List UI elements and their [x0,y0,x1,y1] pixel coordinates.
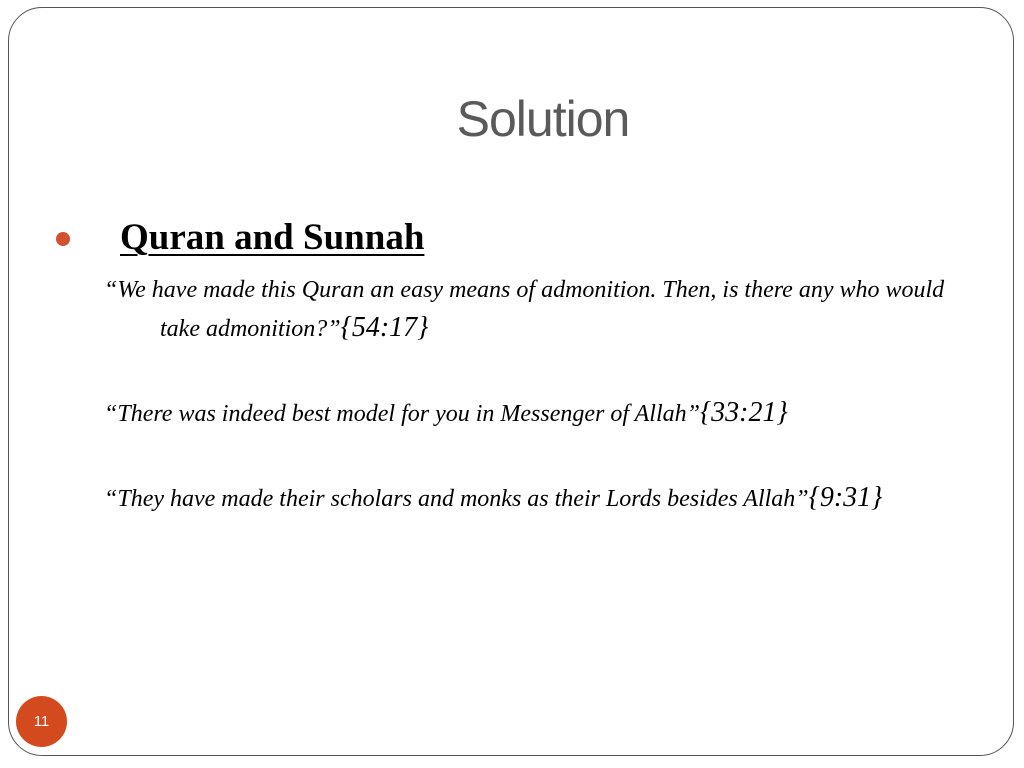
verse-text: “We have made this Quran an easy means of admonition. Then, is there any who would take admonition?” [104,277,945,342]
verse-quote-2 [104,394,984,433]
slide-title: Solution [456,91,630,147]
verse-reference: {54:17} [340,312,429,343]
bullet-heading: Quran and Sunnah [120,217,425,258]
bullet-dot-icon [56,232,70,246]
slide-frame [8,7,1014,756]
verse-reference: {33:21} [699,397,788,428]
page-number: 11 [33,713,50,730]
verse-text: “They have made their scholars and monks as their Lords besides Allah” [104,486,809,512]
verse-reference: {9:31} [808,482,883,513]
verse-text: “There was indeed best model for you in Messenger of Allah” [104,401,700,427]
page-number-badge [16,696,67,747]
verse-quote-1 [104,272,984,348]
verse-quote-3 [104,479,984,518]
